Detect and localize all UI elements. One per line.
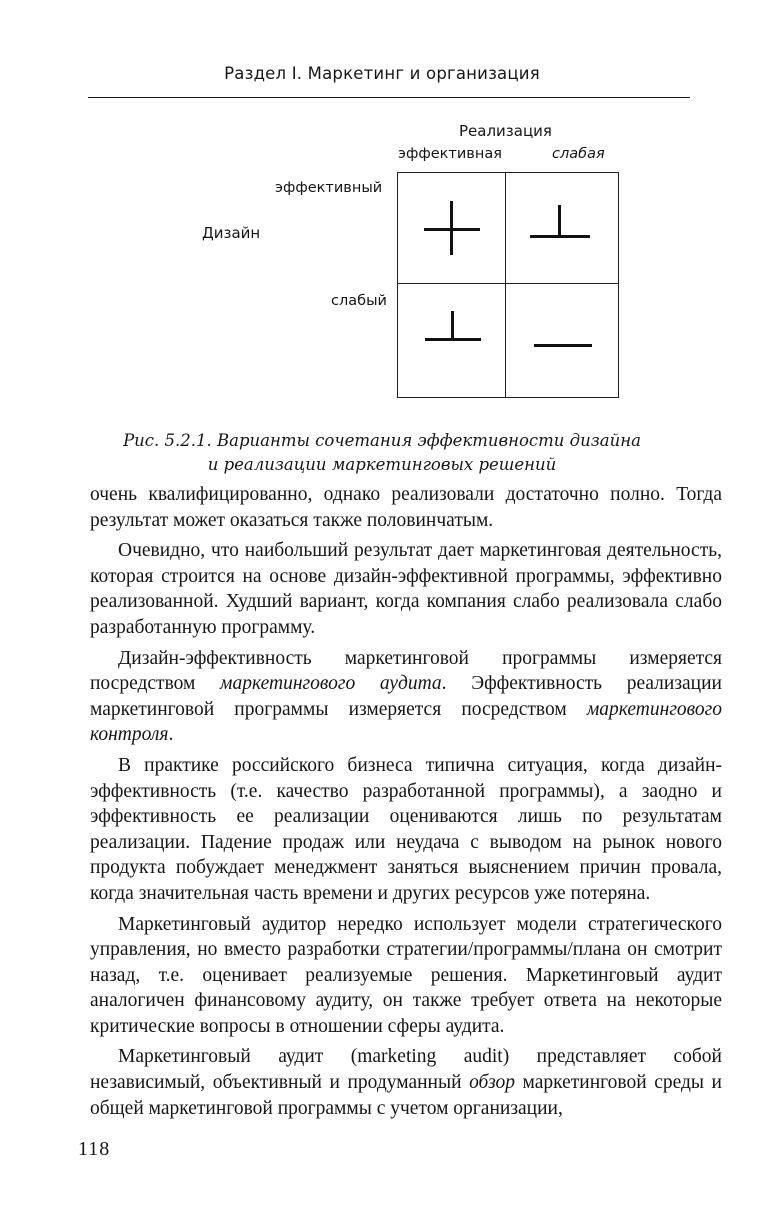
inverted-t-stem xyxy=(451,311,454,340)
paragraph: Очевидно, что наибольший результат дает маркетинговая деятельность, которая строится на основе дизайн-эффективной программы, эффективно реализованной. Худший вариант, когда компания слабо реализовала слабо разработанную программу. xyxy=(90,540,722,638)
term-marketing-control: маркетингового контроля xyxy=(90,698,722,746)
matrix-grid xyxy=(397,172,619,398)
inverted-t-stem xyxy=(558,205,561,237)
term-review: обзор xyxy=(469,1072,515,1094)
paragraph-text: . Эффективность реализации маркетинговой программы измеряется посредством xyxy=(90,673,722,720)
running-head: Раздел I. Маркетинг и организация xyxy=(224,64,540,83)
paragraph xyxy=(90,1044,722,1121)
design-axis-title: Дизайн xyxy=(202,224,261,242)
paragraph-text: Маркетинговый аудит (marketing audit) представляет собой независимый, объективный и продуманный xyxy=(90,1046,722,1094)
paragraph: Маркетинговый аудитор нередко использует модели стратегического управления, но вместо разработки стратегии/программы/плана он смотрит назад, т.е. оценивает реализуемые решения. Маркетинговый аудит аналогичен финансовому аудиту, он также требует ответа на некоторые критические вопросы в отношении сферы аудита. xyxy=(90,913,722,1037)
dash-stroke xyxy=(534,344,592,347)
column-label-weak: слабая xyxy=(552,146,605,162)
realization-axis-title: Реализация xyxy=(459,122,552,140)
term-marketing-audit: маркетингового аудита xyxy=(220,673,442,695)
paragraph: очень квалифицированно, однако реализовали достаточно полно. Тогда результат может оказаться также половинчатым. xyxy=(90,484,722,531)
figure-caption-line-2: и реализации маркетинговых решений xyxy=(207,455,557,474)
paragraph-text: Дизайн-эффективность маркетинговой программы измеряется посредством xyxy=(90,647,722,695)
paragraph-text: . xyxy=(168,724,174,746)
paragraph-text: маркетинговой среды и общей маркетинговой программы с учетом организации, xyxy=(90,1072,722,1119)
figure-caption-line-1: Рис. 5.2.1. Варианты сочетания эффективности дизайна xyxy=(123,431,641,450)
body-text xyxy=(90,482,722,1126)
column-label-effective: эффективная xyxy=(398,146,502,162)
page-number: 118 xyxy=(78,1138,111,1160)
cross-vertical-stroke xyxy=(450,201,453,255)
paragraph: В практике российского бизнеса типична ситуация, когда дизайн-эффективность (т.е. качество разработанной программы), а заодно и эффективность ее реализации оцениваются лишь по результатам реализации. Падение продаж или неудача с выводом на рынок нового продукта побуждает менеджмент заняться выяснением причин провала, когда значительная часть времени и других ресурсов уже потеряна. xyxy=(90,754,722,904)
row-label-weak: слабый xyxy=(331,293,387,309)
grid-vertical-divider xyxy=(505,173,506,397)
header-rule xyxy=(88,97,690,98)
row-label-effective: эффективный xyxy=(275,180,383,196)
grid-horizontal-divider xyxy=(398,283,618,284)
paragraph xyxy=(90,646,722,748)
